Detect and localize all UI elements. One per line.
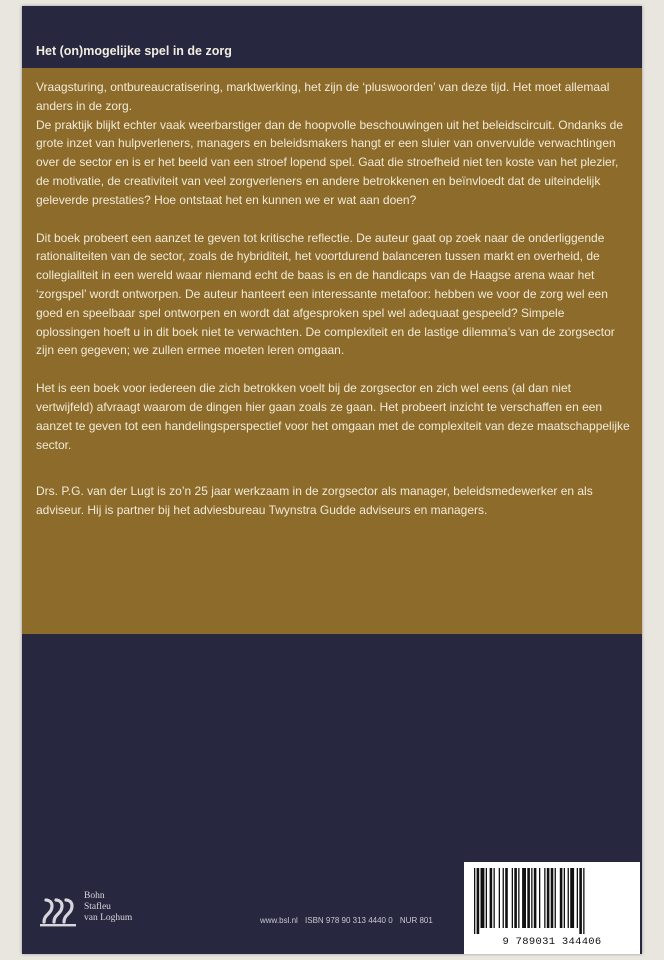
blurb-text: [36, 78, 630, 520]
barcode-bar: [527, 868, 530, 928]
barcode-bars: [472, 868, 632, 934]
barcode-bar: [494, 868, 495, 928]
blurb-paragraph-2: Dit boek probeert een aanzet te geven tot kritische reflectie. De auteur gaat op zoek naar de onderliggende rationaliteiten van de sector, zoals de hybriditeit, het voortdurend balanceren tussen markt en overheid, de collegialiteit in een wereld waar niemand echt de baas is en de handicaps van de Haagse arena waar het ‘zorgspel’ wordt ontworpen. De auteur hanteert een interessante metafoor: hebben we voor de zorg wel een goed en speelbaar spel ontworpen en wordt dat afgesproken spel wel adequaat gespeeld? Simpele oplossingen hoeft u in dit boek niet te verwachten. De complexiteit en de lastige dilemma’s van de zorgsector zijn een gegeven; we zullen ermee moeten leren omgaan.: [36, 230, 615, 358]
barcode-bar: [555, 868, 556, 928]
isbn: ISBN 978 90 313 4440 0: [305, 916, 393, 925]
barcode-digits: 9 789031 344406: [502, 936, 602, 948]
bottom-band: [22, 634, 642, 954]
top-title-band: [22, 6, 642, 68]
book-title: Het (on)mogelijke spel in de zorg: [36, 44, 232, 58]
barcode-bar: [512, 868, 513, 928]
publisher-name-line-1: Bohn: [84, 891, 105, 901]
publisher-website: www.bsl.nl: [260, 916, 298, 925]
publisher-name: [84, 891, 132, 924]
barcode-bar: [531, 868, 532, 928]
bsl-logo-mark-icon: [38, 892, 78, 928]
blurb-paragraph-1a: Vraagsturing, ontbureaucratisering, marktwerking, het zijn de ‘pluswoorden’ van deze tijd. Het moet allemaal anders in de zorg.: [36, 80, 610, 113]
author-bio: Drs. P.G. van der Lugt is zo’n 25 jaar werkzaam in de zorgsector als manager, beleidsmedewerker en als adviseur. Hij is partner bij het adviesbureau Twynstra Gudde adviseurs en managers.: [36, 484, 593, 518]
blurb-paragraph-1b: De praktijk blijkt echter vaak weerbarstiger dan de hoopvolle beschouwingen uit het beleidscircuit. Ondanks de grote inzet van hulpverleners, managers en beleidsmakers hangt er een sluier van onvervulde verwachtingen over de sector en is er het beeld van een stroef lopend spel. Gaat die stroefheid niet ten koste van het plezier, de motivatie, de creativiteit van veel zorgverleners en andere betrokkenen en beïnvloedt dat de uiteindelijk geleverde prestaties? Hoe ontstaat het en kunnen we er wat aan doen?: [36, 117, 623, 207]
barcode-bar: [505, 868, 508, 928]
barcode-bar: [474, 868, 475, 934]
barcode-bar: [514, 868, 517, 928]
barcode-bar: [544, 868, 545, 928]
publisher-name-line-2: Stafleu: [84, 902, 111, 912]
barcode-bar: [577, 868, 578, 928]
barcode-bar: [522, 868, 526, 928]
barcode-bar: [564, 868, 565, 928]
publisher-name-line-3: van Loghum: [84, 913, 133, 923]
barcode-bar: [570, 868, 574, 928]
barcode-bar: [481, 868, 485, 928]
book-back-cover: [22, 6, 642, 954]
barcode-bar: [477, 868, 480, 934]
publisher-logo: [38, 889, 168, 934]
barcode-bar: [579, 868, 582, 934]
isbn-barcode: [464, 862, 640, 954]
barcode-bar: [547, 868, 550, 928]
barcode-bar: [560, 868, 563, 928]
barcode-bar: [486, 868, 487, 928]
barcode-bar: [490, 868, 493, 928]
barcode-bar: [518, 868, 519, 928]
nur-code: NUR 801: [399, 916, 433, 925]
blurb-paragraph-3: Het is een boek voor iedereen die zich betrokken voelt bij de zorgsector en zich wel eens (al dan niet vertwijfeld) afvraagt waarom de dingen hier gaan zoals ze gaan. Het probeert inzicht te verschaffen en een aanzet te geven tot een handelingsperspectief voor het omgaan met de complexiteit van deze maatschappelijke sector.: [36, 381, 630, 452]
barcode-bar: [551, 868, 554, 928]
imprint-line: [260, 916, 438, 925]
barcode-bar: [539, 868, 540, 928]
barcode-bar: [568, 868, 569, 928]
barcode-bar: [583, 868, 584, 934]
barcode-bar: [534, 868, 537, 928]
barcode-bar: [499, 868, 500, 928]
barcode-bar: [503, 868, 504, 928]
